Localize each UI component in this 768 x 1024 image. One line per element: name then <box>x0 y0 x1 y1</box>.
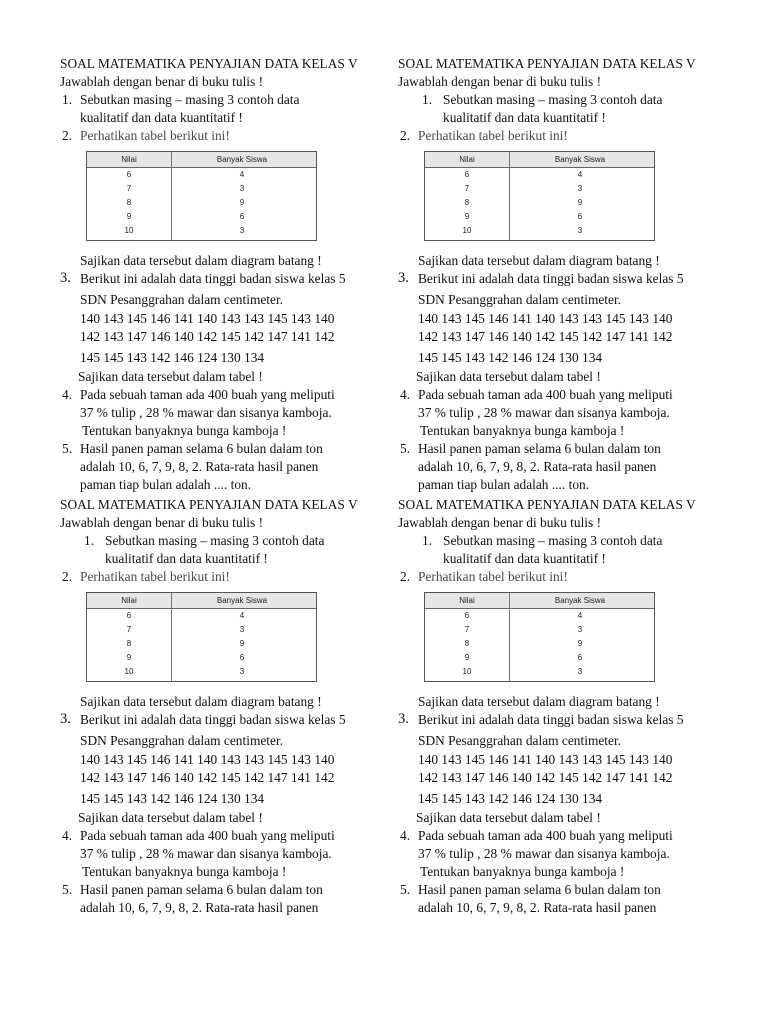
question-3-line-2: SDN Pesanggrahan dalam centimeter. <box>80 292 284 307</box>
table-cell: 9 <box>577 198 583 207</box>
question-1-number: 1. <box>422 533 433 548</box>
question-3-instruction: Sajikan data tersebut dalam tabel ! <box>416 810 601 825</box>
question-4-line-1: Pada sebuah taman ada 400 buah yang meliputi <box>418 828 673 843</box>
question-4-line-2: 37 % tulip , 28 % mawar dan sisanya kamboja. <box>80 405 332 420</box>
question-1-line-2: kualitatif dan data kuantitatif ! <box>443 551 606 566</box>
question-2-number: 2. <box>400 128 411 143</box>
table-cell: 10 <box>124 226 134 235</box>
instruction-text: Jawablah dengan benar di buku tulis ! <box>60 515 264 530</box>
question-5-line-1: Hasil panen paman selama 6 bulan dalam ton <box>418 882 661 897</box>
question-3-instruction: Sajikan data tersebut dalam tabel ! <box>78 369 263 384</box>
score-table <box>86 592 317 682</box>
block-title: SOAL MATEMATIKA PENYAJIAN DATA KELAS V <box>398 56 696 71</box>
table-cell: 10 <box>462 667 472 676</box>
table-cell: 3 <box>239 625 245 634</box>
question-1-line-2: kualitatif dan data kuantitatif ! <box>105 551 268 566</box>
question-5-line-3: paman tiap bulan adalah .... ton. <box>80 477 252 492</box>
score-table <box>424 592 655 682</box>
table-cell: 3 <box>239 226 245 235</box>
question-5-number: 5. <box>400 441 411 456</box>
question-1-line-1: Sebutkan masing – masing 3 contoh data <box>443 92 663 107</box>
question-3-line-2: SDN Pesanggrahan dalam centimeter. <box>418 733 622 748</box>
question-4-number: 4. <box>400 828 411 843</box>
table-cell: 7 <box>126 184 132 193</box>
question-4-number: 4. <box>400 387 411 402</box>
table-cell: 3 <box>577 184 583 193</box>
question-4-number: 4. <box>62 387 73 402</box>
question-4-line-2: 37 % tulip , 28 % mawar dan sisanya kamboja. <box>418 846 670 861</box>
question-3-instruction: Sajikan data tersebut dalam tabel ! <box>416 369 601 384</box>
table-cell: 6 <box>577 653 583 662</box>
table-header-nilai: Nilai <box>121 596 137 605</box>
question-3-number: 3. <box>398 711 409 727</box>
table-cell: 10 <box>462 226 472 235</box>
table-cell: 6 <box>464 611 470 620</box>
instruction-text: Jawablah dengan benar di buku tulis ! <box>60 74 264 89</box>
table-cell: 3 <box>577 625 583 634</box>
question-3-data-2: 142 143 147 146 140 142 145 142 147 141 142 <box>80 329 335 344</box>
question-5-line-3: paman tiap bulan adalah .... ton. <box>418 477 590 492</box>
question-3-number: 3. <box>60 270 71 286</box>
question-4-line-1: Pada sebuah taman ada 400 buah yang meliputi <box>80 828 335 843</box>
block-title: SOAL MATEMATIKA PENYAJIAN DATA KELAS V <box>398 497 696 512</box>
table-cell: 8 <box>126 639 132 648</box>
question-1-line-1: Sebutkan masing – masing 3 contoh data <box>105 533 325 548</box>
question-4-line-3: Tentukan banyaknya bunga kamboja ! <box>82 423 287 438</box>
table-cell: 4 <box>577 170 583 179</box>
table-cell: 3 <box>577 226 583 235</box>
question-2-number: 2. <box>62 128 73 143</box>
question-3-data-3: 145 145 143 142 146 124 130 134 <box>80 791 265 806</box>
table-cell: 4 <box>577 611 583 620</box>
question-3-line-1: Berikut ini adalah data tinggi badan siswa kelas 5 <box>80 712 346 727</box>
block-title: SOAL MATEMATIKA PENYAJIAN DATA KELAS V <box>60 497 358 512</box>
question-1-line-1: Sebutkan masing – masing 3 contoh data <box>80 92 300 107</box>
question-1-line-1: Sebutkan masing – masing 3 contoh data <box>443 533 663 548</box>
table-cell: 8 <box>126 198 132 207</box>
table-header-banyak-siswa: Banyak Siswa <box>216 155 268 164</box>
table-cell: 6 <box>126 611 132 620</box>
question-2-instruction: Sajikan data tersebut dalam diagram batang ! <box>418 694 660 709</box>
question-5-line-2: adalah 10, 6, 7, 9, 8, 2. Rata-rata hasil panen <box>418 459 657 474</box>
table-cell: 6 <box>126 170 132 179</box>
table-cell: 9 <box>126 212 132 221</box>
question-3-line-2: SDN Pesanggrahan dalam centimeter. <box>418 292 622 307</box>
question-4-line-2: 37 % tulip , 28 % mawar dan sisanya kamboja. <box>418 405 670 420</box>
table-cell: 7 <box>464 184 470 193</box>
question-3-line-1: Berikut ini adalah data tinggi badan siswa kelas 5 <box>80 271 346 286</box>
question-2-text: Perhatikan tabel berikut ini! <box>418 569 568 584</box>
question-5-number: 5. <box>400 882 411 897</box>
table-cell: 8 <box>464 198 470 207</box>
question-3-data-1: 140 143 145 146 141 140 143 143 145 143 140 <box>80 311 335 326</box>
question-3-line-1: Berikut ini adalah data tinggi badan siswa kelas 5 <box>418 271 684 286</box>
question-2-number: 2. <box>400 569 411 584</box>
instruction-text: Jawablah dengan benar di buku tulis ! <box>398 515 602 530</box>
question-2-text: Perhatikan tabel berikut ini! <box>80 128 230 143</box>
question-3-number: 3. <box>398 270 409 286</box>
table-cell: 7 <box>126 625 132 634</box>
question-3-line-1: Berikut ini adalah data tinggi badan siswa kelas 5 <box>418 712 684 727</box>
table-cell: 3 <box>577 667 583 676</box>
question-4-line-3: Tentukan banyaknya bunga kamboja ! <box>82 864 287 879</box>
table-cell: 6 <box>239 653 245 662</box>
table-cell: 9 <box>464 212 470 221</box>
question-3-data-2: 142 143 147 146 140 142 145 142 147 141 142 <box>418 770 673 785</box>
table-cell: 9 <box>464 653 470 662</box>
question-4-number: 4. <box>62 828 73 843</box>
table-header-nilai: Nilai <box>459 155 475 164</box>
question-3-data-3: 145 145 143 142 146 124 130 134 <box>80 350 265 365</box>
question-3-data-1: 140 143 145 146 141 140 143 143 145 143 140 <box>418 752 673 767</box>
question-3-data-1: 140 143 145 146 141 140 143 143 145 143 140 <box>80 752 335 767</box>
question-5-number: 5. <box>62 441 73 456</box>
table-cell: 9 <box>126 653 132 662</box>
question-2-text: Perhatikan tabel berikut ini! <box>80 569 230 584</box>
table-cell: 8 <box>464 639 470 648</box>
question-4-line-3: Tentukan banyaknya bunga kamboja ! <box>420 864 625 879</box>
table-cell: 4 <box>239 170 245 179</box>
question-1-line-2: kualitatif dan data kuantitatif ! <box>80 110 243 125</box>
question-3-number: 3. <box>60 711 71 727</box>
table-cell: 9 <box>577 639 583 648</box>
question-5-line-1: Hasil panen paman selama 6 bulan dalam ton <box>80 882 323 897</box>
table-cell: 6 <box>464 170 470 179</box>
table-header-nilai: Nilai <box>121 155 137 164</box>
table-header-banyak-siswa: Banyak Siswa <box>554 155 606 164</box>
table-cell: 6 <box>577 212 583 221</box>
question-4-line-3: Tentukan banyaknya bunga kamboja ! <box>420 423 625 438</box>
question-3-data-1: 140 143 145 146 141 140 143 143 145 143 140 <box>418 311 673 326</box>
question-3-line-2: SDN Pesanggrahan dalam centimeter. <box>80 733 284 748</box>
question-5-line-1: Hasil panen paman selama 6 bulan dalam ton <box>80 441 323 456</box>
question-1-number: 1. <box>422 92 433 107</box>
score-table <box>86 151 317 241</box>
table-cell: 6 <box>239 212 245 221</box>
question-5-line-2: adalah 10, 6, 7, 9, 8, 2. Rata-rata hasil panen <box>80 900 319 915</box>
question-3-data-3: 145 145 143 142 146 124 130 134 <box>418 350 603 365</box>
question-4-line-1: Pada sebuah taman ada 400 buah yang meliputi <box>418 387 673 402</box>
table-header-banyak-siswa: Banyak Siswa <box>216 596 268 605</box>
table-header-banyak-siswa: Banyak Siswa <box>554 596 606 605</box>
question-5-number: 5. <box>62 882 73 897</box>
question-3-data-3: 145 145 143 142 146 124 130 134 <box>418 791 603 806</box>
question-1-number: 1. <box>62 92 73 107</box>
table-cell: 3 <box>239 184 245 193</box>
question-4-line-1: Pada sebuah taman ada 400 buah yang meliputi <box>80 387 335 402</box>
question-3-data-2: 142 143 147 146 140 142 145 142 147 141 142 <box>80 770 335 785</box>
table-header-nilai: Nilai <box>459 596 475 605</box>
question-3-instruction: Sajikan data tersebut dalam tabel ! <box>78 810 263 825</box>
table-cell: 9 <box>239 639 245 648</box>
question-2-number: 2. <box>62 569 73 584</box>
question-5-line-2: adalah 10, 6, 7, 9, 8, 2. Rata-rata hasil panen <box>418 900 657 915</box>
score-table <box>424 151 655 241</box>
question-1-number: 1. <box>84 533 95 548</box>
table-cell: 7 <box>464 625 470 634</box>
question-2-instruction: Sajikan data tersebut dalam diagram batang ! <box>80 253 322 268</box>
question-5-line-1: Hasil panen paman selama 6 bulan dalam ton <box>418 441 661 456</box>
question-3-data-2: 142 143 147 146 140 142 145 142 147 141 142 <box>418 329 673 344</box>
question-4-line-2: 37 % tulip , 28 % mawar dan sisanya kamboja. <box>80 846 332 861</box>
question-2-text: Perhatikan tabel berikut ini! <box>418 128 568 143</box>
question-5-line-2: adalah 10, 6, 7, 9, 8, 2. Rata-rata hasil panen <box>80 459 319 474</box>
block-title: SOAL MATEMATIKA PENYAJIAN DATA KELAS V <box>60 56 358 71</box>
table-cell: 3 <box>239 667 245 676</box>
instruction-text: Jawablah dengan benar di buku tulis ! <box>398 74 602 89</box>
table-cell: 9 <box>239 198 245 207</box>
question-2-instruction: Sajikan data tersebut dalam diagram batang ! <box>418 253 660 268</box>
question-2-instruction: Sajikan data tersebut dalam diagram batang ! <box>80 694 322 709</box>
table-cell: 4 <box>239 611 245 620</box>
question-1-line-2: kualitatif dan data kuantitatif ! <box>443 110 606 125</box>
table-cell: 10 <box>124 667 134 676</box>
